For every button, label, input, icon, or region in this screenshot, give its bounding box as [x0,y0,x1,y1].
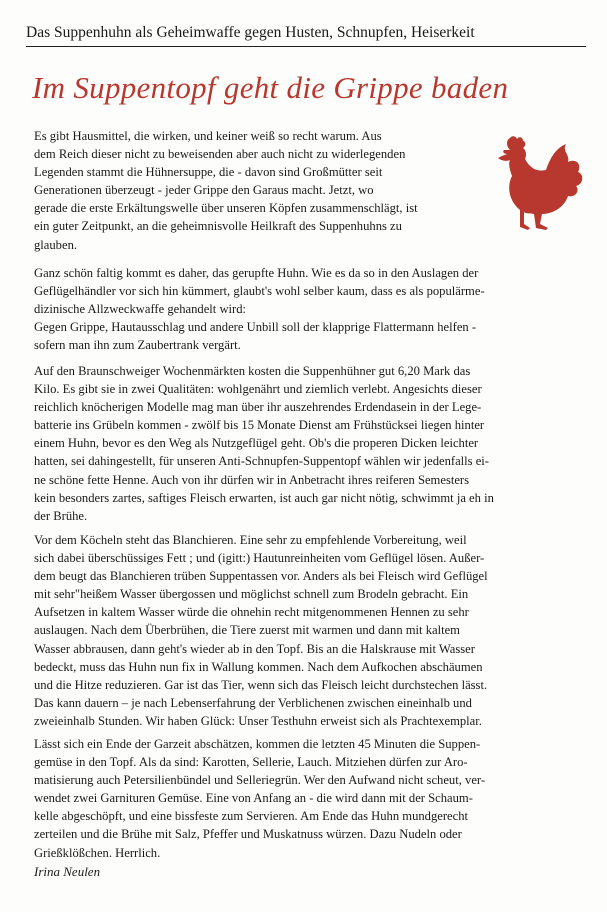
text-line: Lässt sich ein Ende der Garzeit abschätzen, kommen die letzten 45 Minuten die Suppen- [34,737,481,751]
text-line: dizinische Allzweckwaffe gehandelt wird: [34,302,247,317]
text-line: matisierung auch Petersilienbündel und Selleriegrün. Wer den Aufwand nicht scheut, ver- [34,773,486,788]
text-line: zweieinhalb Stunden. Wir haben Glück: Unser Testhuhn erweist sich als Prachtexemplar. [34,713,482,728]
text-line: gemüse in den Topf. Als da sind: Karotten, Sellerie, Lauch. Mitziehen dürfen zur Aro- [34,755,468,770]
text-line: der Brühe. [34,508,88,523]
text-line: kelle abgeschöpft, und eine bissfeste zum Servieren. Am Ende das Huhn mundgerecht [34,809,469,824]
paragraph-4 [34,531,570,730]
text-line: Es gibt Hausmittel, die wirken, und keiner weiß so recht warum. Aus [34,129,382,143]
text-line: glauben. [34,237,78,252]
paragraph-3 [34,362,570,525]
text-line: einem Huhn, bevor es den Weg als Nutzgeflügel geht. Ob's die properen Dicken leichter [34,436,479,451]
author-signature: Irina Neulen [34,864,101,879]
text-line: mit sehr"heißem Wasser übergossen und möglichst schnell zum Brodeln gebracht. Ein [34,587,469,602]
text-line: Geflügelhändler vor sich hin kümmert, glaubt's wohl selber kaum, dass es als populärme- [34,284,485,299]
text-line: dem beugt das Blanchieren trüben Suppentassen vor. Anders als bei Fleisch wird Geflügel [34,569,488,584]
text-line: auslaugen. Nach dem Überbrühen, die Tiere zuerst mit warmen und dann mit kaltem [34,623,460,638]
text-line: Auf den Braunschweiger Wochenmärkten kosten die Suppenhühner gut 6,20 Mark das [34,364,471,378]
text-line: zerteilen und die Brühe mit Salz, Pfeffer und Muskatnuss würzen. Dazu Nudeln oder [34,827,462,842]
text-line: hatten, sei dahingestellt, für unseren Anti-Schnupfen-Suppentopf wählen wir jedenfalls ei- [34,454,489,469]
text-line: wendet zwei Garnituren Gemüse. Eine von Anfang an - die wird dann mit der Schaum- [34,791,473,806]
text-line: Vor dem Köcheln steht das Blanchieren. Eine sehr zu empfehlende Vorbereitung, weil [34,533,467,547]
text-line: gerade die erste Erkältungswelle über unseren Köpfen zusammenschlägt, ist [34,201,418,216]
text-line: Grießklößchen. Herrlich. [34,845,161,860]
paragraph-5 [34,735,570,862]
text-line: Gegen Grippe, Hautausschlag und andere Unbill soll der klapprige Flattermann helfen - [34,320,477,335]
text-line: Das kann dauern – je nach Lebenserfahrung der Verblichenen zwischen eineinhalb und [34,695,472,710]
paragraph-2 [34,264,570,354]
text-line: ein guter Zeitpunkt, an die geheimnisvolle Heilkraft des Suppenhuhns zu [34,219,402,234]
text-line: dem Reich dieser nicht zu beweisenden aber auch nicht zu widerlegenden [34,147,406,162]
text-line: batterie ins Grübeln kommen - zwölf bis 15 Monate Dienst am Frühstücksei liegen hinter [34,418,485,433]
text-line: reichlich knöcherigen Modelle mag man über ihr auszehrendes Erdendasein in der Lege- [34,400,482,415]
text-line: und die Hitze reduzieren. Gar ist das Tier, wenn sich das Fleisch leicht durchstechen lässt. [34,677,488,692]
text-line: Legenden stammt die Hühnersuppe, die - davon sind Großmütter seit [34,165,383,180]
text-line: Aufsetzen in kaltem Wasser würde die ohnehin recht mitgenommenen Hennen zu sehr [34,605,469,620]
text-line: Ganz schön faltig kommt es daher, das gerupfte Huhn. Wie es da so in den Auslagen der [34,266,479,280]
text-line: sich dabei überschüssiges Fett ; und (igitt:) Hautunreinheiten vom Geflügel lösen. Außer- [34,551,485,566]
text-line: Generationen überzeugt - jeder Grippe den Garaus macht. Jetzt, wo [34,183,374,198]
text-line: kein besonders zartes, saftiges Fleisch erwarten, ist auch gar nicht nötig, schwimmt ja eh in [34,490,494,505]
article-title: Im Suppentopf geht die Grippe baden [32,70,509,105]
text-line: bedeckt, muss das Huhn nun fix in Wallung kommen. Nach dem Aufkochen abschäumen [34,659,483,674]
text-line: Kilo. Es gibt sie in zwei Qualitäten: wohlgenährt und ziemlich verlebt. Angesichts dieser [34,382,482,397]
page-header: Das Suppenhuhn als Geheimwaffe gegen Husten, Schnupfen, Heiserkeit [26,24,586,47]
text-line: ne schöne fette Henne. Auch von ihr dürfen wir in Anbetracht ihres reiferen Semesters [34,472,470,487]
text-line: sofern man ihn zum Zaubertrank vergärt. [34,338,241,353]
text-line: Wasser abbrausen, dann geht's wieder ab in den Topf. Bis an die Halskrause mit Wasser [34,641,475,656]
paragraph-1 [34,127,570,254]
